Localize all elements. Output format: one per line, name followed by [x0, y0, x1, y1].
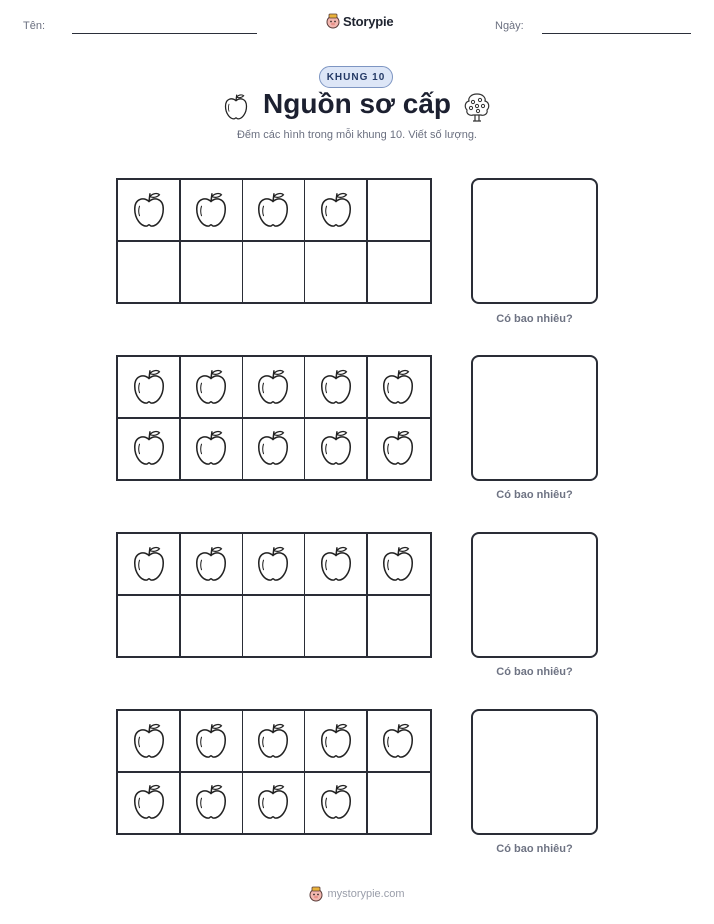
pig-mascot-icon: [326, 13, 340, 29]
ten-frame-cell: [118, 357, 180, 417]
page-title: Nguồn sơ cấp: [263, 88, 451, 119]
ten-frame-cell: [242, 357, 304, 417]
apple-icon: [192, 428, 230, 468]
answer-label-2: Có bao nhiêu?: [496, 489, 573, 501]
apple-icon: [130, 428, 168, 468]
date-line[interactable]: [542, 33, 691, 34]
ten-frame-cell: [367, 180, 429, 240]
apple-tree-icon: [462, 91, 492, 123]
ten-frame-cell: [367, 241, 429, 301]
ten-frame-cell: [305, 595, 367, 655]
ten-frame-cell: [305, 534, 367, 594]
ten-frame-4: [116, 709, 432, 835]
pig-mascot-icon: [309, 886, 323, 902]
ten-frame-cell: [242, 180, 304, 240]
ten-frame-cell: [242, 534, 304, 594]
apple-icon: [192, 782, 230, 822]
apple-icon: [317, 190, 355, 230]
ten-frame-cell: [118, 711, 180, 771]
ten-frame-cell: [305, 418, 367, 478]
apple-icon: [254, 544, 292, 584]
ten-frame-cell: [242, 772, 304, 832]
answer-box-1[interactable]: [471, 178, 598, 304]
ten-frame-2: [116, 355, 432, 481]
apple-icon: [317, 544, 355, 584]
ten-frame-cell: [118, 241, 180, 301]
apple-icon: [254, 721, 292, 761]
apple-icon: [379, 428, 417, 468]
apple-icon: [130, 367, 168, 407]
answer-box-3[interactable]: [471, 532, 598, 658]
storypie-logo: [326, 13, 393, 29]
ten-frame-cell: [367, 357, 429, 417]
date-label: Ngày:: [495, 20, 524, 32]
apple-icon: [130, 190, 168, 230]
ten-frame-cell: [180, 180, 242, 240]
ten-frame-cell: [118, 534, 180, 594]
footer: [0, 886, 714, 902]
apple-icon: [254, 782, 292, 822]
ten-frame-cell: [305, 180, 367, 240]
ten-frame-cell: [118, 180, 180, 240]
name-line[interactable]: [72, 33, 257, 34]
name-label: Tên:: [23, 20, 46, 32]
answer-label-4: Có bao nhiêu?: [496, 843, 573, 855]
apple-icon: [254, 190, 292, 230]
apple-icon: [379, 544, 417, 584]
apple-icon: [192, 544, 230, 584]
ten-frame-cell: [118, 418, 180, 478]
ten-frame-cell: [180, 772, 242, 832]
apple-icon: [254, 367, 292, 407]
ten-frame-1: [116, 178, 432, 304]
ten-frame-cell: [118, 595, 180, 655]
apple-icon: [317, 782, 355, 822]
apple-icon: [192, 367, 230, 407]
ten-frame-cell: [367, 772, 429, 832]
ten-frame-cell: [242, 711, 304, 771]
ten-frame-cell: [242, 595, 304, 655]
ten-frame-cell: [367, 534, 429, 594]
instructions: Đếm các hình trong mỗi khung 10. Viết số lượng.: [236, 129, 477, 141]
ten-frame-cell: [305, 357, 367, 417]
ten-frame-cell: [180, 357, 242, 417]
ten-frame-cell: [180, 534, 242, 594]
ten-frame-cell: [305, 711, 367, 771]
ten-frame-cell: [118, 772, 180, 832]
ten-frame-cell: [180, 595, 242, 655]
apple-icon: [317, 428, 355, 468]
answer-label-3: Có bao nhiêu?: [496, 666, 573, 678]
answer-box-4[interactable]: [471, 709, 598, 835]
apple-icon: [130, 544, 168, 584]
apple-icon: [317, 367, 355, 407]
ten-frame-3: [116, 532, 432, 658]
apple-icon: [192, 190, 230, 230]
apple-icon: [192, 721, 230, 761]
ten-frame-cell: [367, 418, 429, 478]
ten-frame-cell: [180, 418, 242, 478]
apple-icon: [222, 92, 250, 122]
footer-url: mystorypie.com: [327, 888, 405, 900]
ten-frame-cell: [305, 241, 367, 301]
apple-icon: [317, 721, 355, 761]
ten-frame-cell: [180, 241, 242, 301]
ten-frame-cell: [367, 711, 429, 771]
answer-label-1: Có bao nhiêu?: [496, 313, 573, 325]
ten-frame-badge: KHUNG 10: [319, 66, 393, 88]
ten-frame-cell: [367, 595, 429, 655]
apple-icon: [130, 782, 168, 822]
apple-icon: [254, 428, 292, 468]
apple-icon: [379, 721, 417, 761]
answer-box-2[interactable]: [471, 355, 598, 481]
apple-icon: [379, 367, 417, 407]
ten-frame-cell: [242, 241, 304, 301]
ten-frame-cell: [242, 418, 304, 478]
ten-frame-cell: [305, 772, 367, 832]
ten-frame-cell: [180, 711, 242, 771]
apple-icon: [130, 721, 168, 761]
brand-name: Storypie: [343, 13, 394, 29]
